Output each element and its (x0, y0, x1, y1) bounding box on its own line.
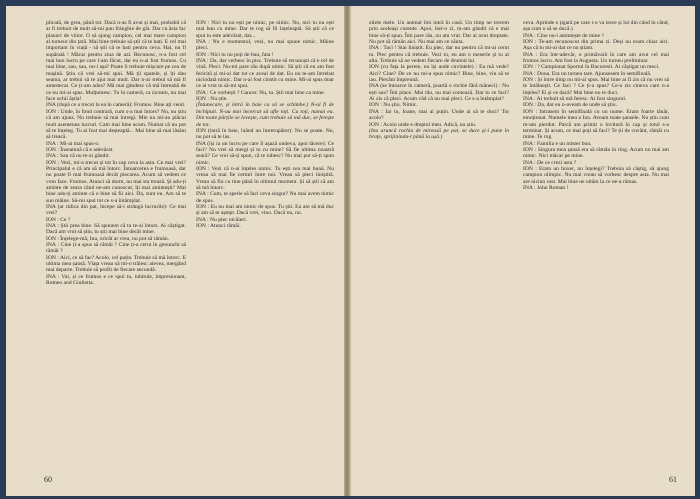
paragraph: ION : Vezi, mi-a trecut și tot în cap ceva la asta. Ce mai vrei? Principalul e că am să mă întorc. Întoarcerea e frumoasă, dar nu poate fi mai frumoasă decât plecarea. Acum să vedem ce vom face. Frumos. Atunci să dorm, nu mai sta trează. Și adu-ți aminte de seara când ne-am cunoscut, îți mai amintești? Mai bine adu-ți aminte că e bine să fii aici. Da, sunt eu. Am să te sun mâine. Să-mi spui tot ce s-a întâmplat. (46, 159, 186, 204)
paragraph: ION : Vezi că n-ai înțeles nimic. Tu ești cea mai bună. Nu vreau să mai fie certuri între noi. Vreau să pleci liniștită. Vreau să fiu cu tine până în ultimul moment. Și să știi că am să mă întorc. (196, 165, 334, 191)
paragraph: ION : Ce ? (46, 216, 71, 223)
paragraph: ceva. Aprinde o țigară pe care i-o va trece și lui din când în când, așa cum o să se ducă.) (523, 20, 669, 33)
paragraph: ION : Nici tu nu poți de bun, fata ! (196, 51, 274, 58)
paragraph: INA : John Roman ! (523, 184, 569, 191)
left-page (6, 6, 345, 496)
right-page (350, 6, 695, 496)
paragraph: (Ina aruncă rochia de mireasă pe pat, se duce și-i pune în brațe, sprijinindu-l până la ușă.) (369, 127, 509, 141)
paragraph: INA : Doua. Era un turneu tare. Ajunsesem în semifinală. (523, 70, 652, 77)
paragraph: INA : Cine nu-i amintește de mine ? (523, 32, 604, 39)
paragraph: INA : Vai, și ce frumos e ce spui tu, iubitule, impresionant, Romeo and Giulietta. (46, 273, 186, 287)
paragraph: INA : Știi prea bine. Să spunem că tu te-ai întors. Ai câștigat. Dacă am vrut să știu, tu știi mai bine decât mine. (46, 223, 186, 236)
paragraph: INA : Iar tu, Ioane, mai ai puțin. Unde ai să te duci? Tot acolo? (369, 108, 509, 122)
paragraph: INA : Era într-adevăr, o primăvară în care am avut cel mai frumos lucru. Am fost la Augusta. Un turneu preliminar. (523, 51, 669, 65)
paragraph: ION : Nu știu. Nimic. (369, 102, 418, 109)
left-page-number: 60 (44, 475, 52, 484)
paragraph: INA : Ce vorbești ? Cancer. Nu, tu. Știi mai bine ca mine. (196, 89, 325, 96)
right-page-column-2 (523, 20, 669, 191)
left-page-column-2 (196, 20, 334, 229)
paragraph: ION : Aici, ce să fac? Acolo, cel puțin. Trebuie să mă întorc. E ultima mea șansă. Viața vreau să mi-o trăiesc aievea, mergând mai departe. Trebuie să profit de fiecare secundă. (46, 254, 186, 274)
paragraph: INA : Da, dar verbesc în pisc. Trebuie să recunoști că e cel de vină. Pleci. Nu-mi pare rău după nimic. Să știi că eu am fost fericită și mi-ai dat tot ce aveai de dat. Eu nu te-am întrebat niciodată nimic. Dar n-ai fost cinstit cu mine. Mi-ai spus doar ce ai vrut tu să-mi spui. (196, 58, 334, 90)
paragraph: ION : Intrasem în semifinală cu un nume. Eram foarte tânăr, emoționat. Numele meu e Ion. Aveam toate șansele. Nu știu cum m-am pierdut. Parcă am primit o lovitură în cap și totul s-a terminat. Și acum, ce mai poți să faci? Te ții de cuvânt, rămâi cu mine. Te rog. (523, 108, 669, 141)
paragraph: INA : Ai trebuit să mă feresc. Ai fost singurul. (523, 96, 627, 103)
paragraph: INA : De ce crezi asta ? (523, 159, 577, 166)
paragraph: zilele mele. Un animal îmi intră în casă. Un timp ne trecem prin aceleași curente. Apoi, într-o zi, m-am gândit că e mai bine să-ți spun. Îmi pare rău, nu am vrut. Dar ai avut dreptate. Nu pot să rămân aici. Nu mai am ce căuta. (369, 20, 509, 46)
paragraph: ION : Eu nu mai am nimic de spus. Tu știi. Eu am să mă duc și am să te aștept. Dacă vrei, vino. Dacă nu, nu. (196, 203, 334, 217)
paragraph: ION (cu fața la perete, nu își aude cuvintele) : Ea mă vede? Aici? Cine? De ce nu mi-a spus nimic? Bine, bine, vin să te iau. Plecăm împreună. (369, 64, 509, 84)
paragraph: plicată, de grea, până tot. Dacă n-as fi avut și mai, probabil că ar fi trebuit de mult să-mi pun frânghie de gât. Dar cu ăsta fac planuri de viitor. O să ajung campion, cel mai mare campion al turneur din țară. Mai bine trebuie să știi că te bati. E cel mai important în viață - să știi că te bati pentru ceva. Hai, nu fi supărată ! Măcar pentru ziua de azi. Recunosc, n-a fost cel mai bun lucru pe care l-am făcut, dar eu n-ai fost frumos. Cu mai bine, sau, sau, nu-i așa? Poate îi trebuie mișcare pe cea de mașină. Știu că vrei să-mi spui. Mă ții spatele, și îți dau seama, ar trebui să te ajut mai mult. Dar n-ar trebui să mă fi amestecat. Ce ți-am adus? Mă mai gândesc că mă întreabă de ce nu mi-ai spus. Mulțumesc. Tu în cameră, ca ziceam, nu mai face ochii ăștia! (46, 20, 186, 103)
paragraph: ION : Eram un boxer, nu înțelegi? Trebuia să câștig, să ajung campion olimpic. Nu mai vreau să vorbesc despre asta. Nu mai are niciun rost. Mai bine ne uităm la ce ne-a rămas. (523, 165, 669, 185)
paragraph: INA (se întoarce în cameră, poartă o rochie fără mâneci) : Nu ești sus? Îmi place. Mai rău, nu mai contează. Dar tu ce faci? Ai zis că pleci. Acum văd că nu mai pleci. Ce s-a întâmplat? (369, 83, 509, 103)
paragraph: ION : Singura mea șansă era să rămân în ring. Acum nu mai am nimic. Nici măcar pe mine. (523, 146, 669, 160)
paragraph: ION : Și între timp nu mi-ai spus. Mai bine ai fi zis că nu vrei să te întâlnești. Ce faci ? Ce ți-a spus? Ce-a zis cineva care n-a înțeles? Ei și ce dacă? Mai bine nu te duci. (523, 77, 669, 96)
paragraph: ION : ? Campionat Sportul în Bucuresti. Ai câștigat un meci. (523, 64, 660, 71)
right-page-number: 61 (669, 475, 677, 484)
left-page-column-1 (46, 20, 186, 286)
paragraph: INA (își ia un lucru pe care îl așază undeva, apoi tăcere): Ce faci? Nu vrei să mergi și tu cu mine? Să fie ultima noastră seară? Ce vrei să-ți spun, că te iubesc? Nu mai pot să-ți spun nimic. (196, 140, 334, 166)
paragraph: ION : Nici tu nu ești pe nimic, pe nimic. Nu, nici tu nu ești mai bun cu mine. Dar te rog să fii înțeleaptă. Să știi că ce spui tu este adevărat, dar... (196, 20, 334, 39)
paragraph: ION : Atunci rămâi. (196, 223, 241, 229)
paragraph: INA (ar ridica din pat, începe să-i strângă lucrurile): Ce mai vrei? (46, 203, 186, 217)
paragraph: INA : Cum, te sperie să faci ceva singur? Nu mai avem nimic de spus. (196, 191, 334, 204)
paragraph: INA : Mi-ai mai spus-o. (46, 140, 100, 147)
paragraph: ION : Da, dar eu n-aveam de unde să știu. (523, 102, 617, 109)
paragraph: ION : Te-am recunoscut din prima zi. Deși nu eram chiar aici. Așa că tu mi-ai dat ce nu știam. (523, 39, 669, 52)
paragraph: INA : Nu e momentul, vezi, nu mai spune nimic. Mâine pleci. (196, 39, 334, 52)
paragraph: INA : Taci ! Stai liniștit. Eu plec, dar nu pentru că mi-ai cerut tu. Plec pentru că trebuie. Vezi tu, eu am o meserie și tu ai alta. Trebuie să ne vedem fiecare de drumul lui. (369, 45, 509, 65)
paragraph: ION : Nu știe. (196, 96, 228, 103)
paragraph: INA (după ce a trecut la ea în cameră): Frumos. Bine ați venit. (46, 102, 186, 109)
paragraph: ION : Acolo unde e dreptul meu. Adică, nu știu. (369, 121, 477, 128)
paragraph: INA : Sau că nu te-ai gândit. (46, 153, 110, 160)
paragraph: INA : Cine ți-a spus să rămâi ? Cine ți-a cerut în genunchi să rămâi ? (46, 242, 186, 255)
paragraph: ION : Înseamnă că e adevărat. (46, 146, 114, 153)
paragraph: INA : Nu plec nicăieri. (196, 216, 248, 223)
paragraph: ION : Înțelege-mă, Ina, oricât ar vrea, nu pot să rămân. (46, 235, 170, 242)
paragraph: ION (intră în baie, luând un întrerupător): Nu se poate. Nu, nu pot să te las. (196, 127, 334, 141)
paragraph: INA : Familia e un mister bun. (523, 140, 592, 147)
paragraph: (Întunecare, și intră în baie ca să se schimbe.) N-ai fi de închipuit. N-au mai încercat să afle toți. Cu toți, numai eu. Din toate părțile se lovește, cum trebuie să mă duc, se ferește de tot. (196, 102, 334, 128)
paragraph: ION : Unde, în fond contrară, cum s-a mai întors? Nu, nu știu că am ajuns. Nu trebuie să mai întregi. Mie nu mi-au plăcut mult asemenea lucruri. Cam mai bine acum. Numai că nu pot să te înțeleg. Tu ai fost mai deșteaptă... Mai bine să mai lăsăm să treacă. (46, 108, 186, 141)
right-page-column-1 (369, 20, 509, 141)
